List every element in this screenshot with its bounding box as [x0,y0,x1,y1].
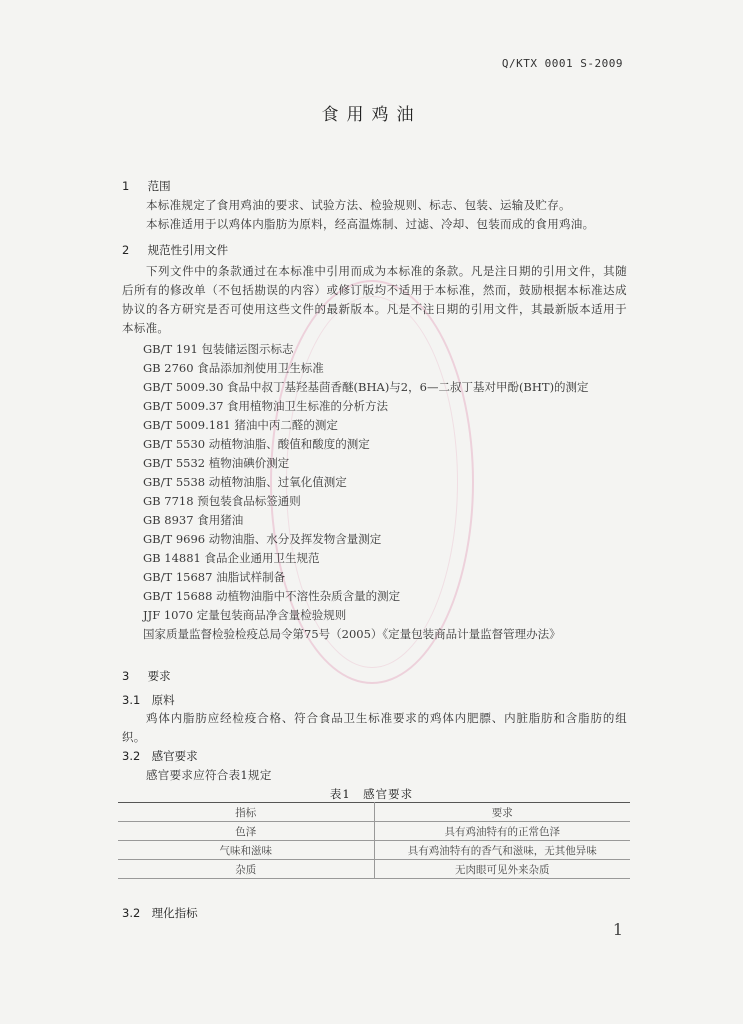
reference-item: GB 14881 食品企业通用卫生规范 [143,551,320,565]
paragraph: 本标准规定了食用鸡油的要求、试验方法、检验规则、标志、包装、运输及贮存。 [146,198,571,212]
reference-list [143,340,633,644]
table-caption: 表1 感官要求 [329,787,414,801]
section-title: 规范性引用文件 [147,243,229,257]
reference-item: GB 2760 食品添加剂使用卫生标准 [143,361,324,375]
section-heading-3-2 [122,748,198,764]
section-number: 1 [122,179,130,193]
table-row [118,822,630,841]
column-header: 指标 [118,803,374,822]
table-row [118,841,630,860]
reference-item: GB/T 191 包装储运图示标志 [143,342,294,356]
table-row [118,860,630,879]
section-heading-3-2-physchem [122,905,198,921]
table-cell: 具有鸡油特有的正常色泽 [374,822,630,841]
paragraph: 下列文件中的条款通过在本标准中引用而成为本标准的条款。凡是注日期的引用文件，其随后所有的修改单（不包括勘误的内容）或修订版均不适用于本标准，然而，鼓励根据本标准达成协议的各方研究是否可使用这些文件的最新版本。凡是不注日期的引用文件，其最新版本适用于本标准。 [122,264,627,335]
reference-item: GB/T 15688 动植物油脂中不溶性杂质含量的测定 [143,589,401,603]
reference-item: GB/T 15687 油脂试样制备 [143,570,286,584]
reference-item: GB/T 5532 植物油碘价测定 [143,456,290,470]
section-heading-3 [122,668,171,684]
reference-item: GB/T 5538 动植物油脂、过氧化值测定 [143,475,347,489]
section-title: 要求 [147,669,171,683]
table-cell: 无肉眼可见外来杂质 [374,860,630,879]
reference-item: GB/T 5009.37 食用植物油卫生标准的分析方法 [143,399,389,413]
section-heading-2 [122,242,228,258]
reference-item: GB/T 5009.30 食品中叔丁基羟基茴香醚(BHA)与2，6—二叔丁基对甲酚(BHT)的测定 [143,380,589,394]
reference-item: 国家质量监督检验检疫总局令第75号（2005）《定量包装商品计量监督管理办法》 [143,627,561,641]
page-title: 食用鸡油 [321,105,422,125]
section-number: 3.2 [122,749,141,763]
reference-item: GB 8937 食用猪油 [143,513,244,527]
reference-item: GB/T 5009.181 猪油中丙二醛的测定 [143,418,338,432]
section-number: 2 [122,243,130,257]
section-title: 范围 [147,179,171,193]
section-title: 理化指标 [151,906,198,920]
table-cell: 具有鸡油特有的香气和滋味，无其他异味 [374,841,630,860]
standard-code: Q/KTX 0001 S-2009 [501,57,623,70]
section-number: 3 [122,669,130,683]
section-number: 3.1 [122,693,141,707]
sensory-requirements-table [118,802,630,879]
section-title: 原料 [151,693,175,707]
table-header-row [118,803,630,822]
table-cell: 杂质 [118,860,374,879]
page-number: 1 [612,920,623,939]
column-header: 要求 [374,803,630,822]
section-heading-1 [122,178,171,194]
reference-item: GB/T 9696 动物油脂、水分及挥发物含量测定 [143,532,382,546]
table-cell: 气味和滋味 [118,841,374,860]
paragraph: 鸡体内脂肪应经检疫合格、符合食品卫生标准要求的鸡体内肥膘、内脏脂肪和含脂肪的组织。 [122,711,627,744]
table-cell: 色泽 [118,822,374,841]
paragraph: 本标准适用于以鸡体内脂肪为原料，经高温炼制、过滤、冷却、包装而成的食用鸡油。 [146,217,595,231]
section-heading-3-1 [122,692,175,708]
reference-item: GB/T 5530 动植物油脂、酸值和酸度的测定 [143,437,370,451]
section-title: 感官要求 [151,749,198,763]
reference-item: JJF 1070 定量包装商品净含量检验规则 [143,608,347,622]
paragraph: 感官要求应符合表1规定 [146,768,272,782]
reference-item: GB 7718 预包装食品标签通则 [143,494,301,508]
section-number: 3.2 [122,906,141,920]
